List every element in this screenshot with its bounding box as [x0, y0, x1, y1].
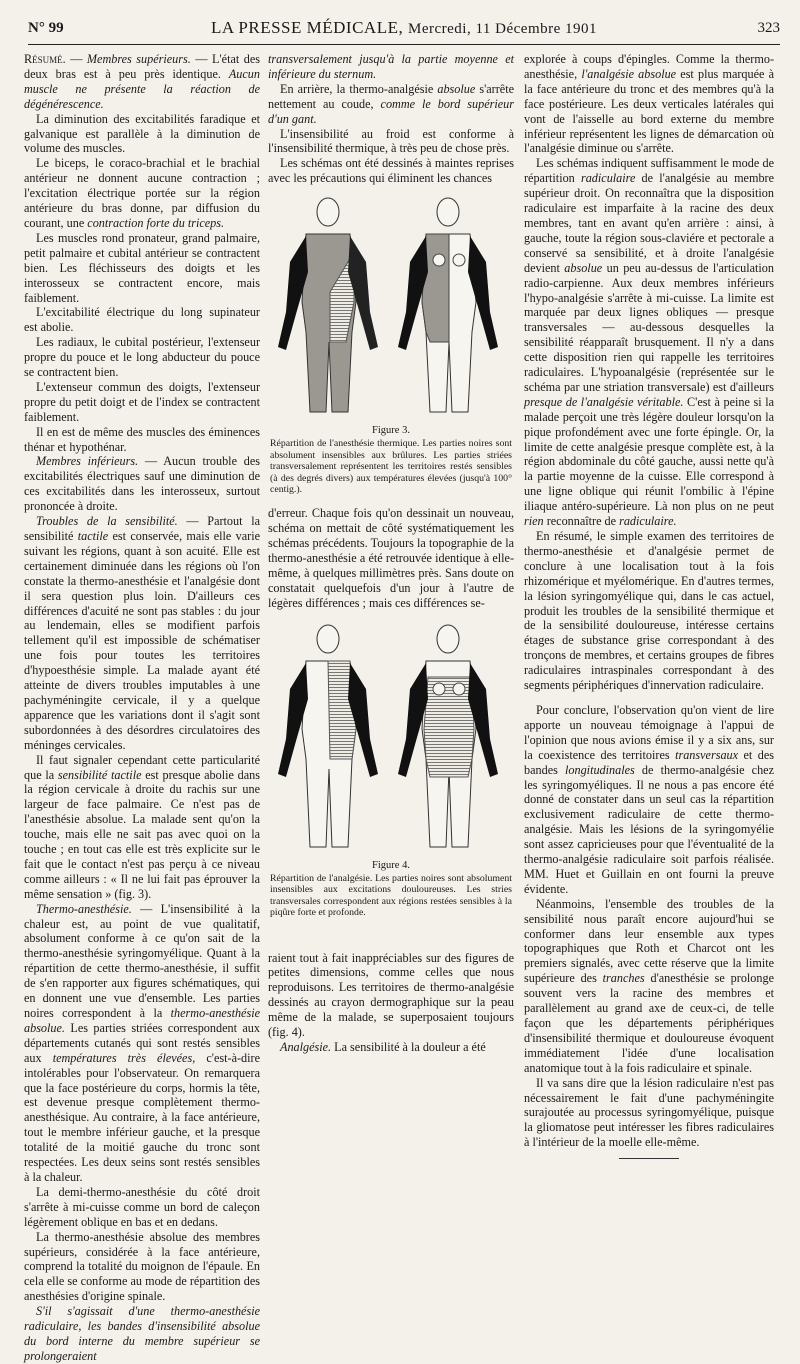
- text-run: La demi-thermo-anesthésie du côté droit s'arrête à mi-cuisse comme un bord de caleçon légèrement oblique en bas et en dedans.: [24, 1184, 260, 1229]
- italic-run: radiculaire.: [619, 514, 677, 529]
- figure-4: [268, 617, 514, 947]
- figure-4-drawing: [268, 617, 514, 857]
- text-run: — L'insensibilité à la chaleur est, au point de vue qualitatif, absolument conforme à ce qu'on sait de la thermo-anesthésie syringomyélique. Quant à la répartition de cette thermo-anesthésie, il suffit de s'en rapporter aux figures schématiques, qui en donnent une vue d'ensemble. Les parties noires correspondent à la: [24, 901, 260, 1020]
- text-run: c'est-à-dire intolérables pour l'observateur. On remarquera que la face postérieure du corps, hormis la tête, est devenue presque complètement thermo-anesthésique. Au contraire, à la face antérieure, tout le membre inférieur gauche, et la presque totalité de la moitié gauche du tronc sont respectées. Les deux seins sont restés sensibles à la chaleur.: [24, 1050, 260, 1184]
- paragraph: [524, 52, 774, 156]
- col2-bottom-text: [268, 951, 514, 1055]
- paragraph: [24, 112, 260, 157]
- italic-run: absolue: [437, 81, 476, 96]
- text-run: — Partout la sensibilité: [24, 514, 260, 543]
- text-run: — L'état des deux bras est à peu près identique.: [24, 52, 261, 81]
- journal-title: [28, 18, 780, 38]
- paragraph: [268, 52, 514, 82]
- text-run: explorée à coups d'épingles. Comme la thermo-anesthésie,: [524, 52, 774, 81]
- paragraph: [24, 305, 260, 335]
- end-rule: [619, 1158, 679, 1159]
- paragraph: [268, 156, 514, 186]
- italic-run: températures très élevées,: [52, 1050, 196, 1065]
- italic-run: absolue: [564, 260, 603, 275]
- italic-run: Thermo-anesthésie.: [36, 901, 132, 916]
- text-run: L'excitabilité électrique du long supinateur est abolie.: [24, 305, 260, 335]
- page-header: [28, 18, 780, 45]
- text-run: un peu au-dessus de l'articulation radio-carpienne. Aux deux membres inférieurs l'hypo-analgésie s'arrête à mi-cuisse. La limite est marquée par deux lignes obliques — presque transversales — au-dessous desquelles la sensibilité réapparaît brusquement. Il n'y a dans cette disposition rien qui rappelle les territoires radiculaires. L'hypoanalgésie (représentée sur le schéma par une striation transversale) est d'ailleurs: [524, 260, 774, 394]
- figure-3-drawing: [268, 192, 514, 422]
- italic-run: transversalement jusqu'à la partie moyenne et inférieure du sternum.: [268, 52, 514, 81]
- issue-number: N° 99: [28, 20, 64, 36]
- text-run: Les parties striées correspondent aux départements cutanés qui sont restés sensibles aux: [24, 1020, 260, 1065]
- text-run: est conservée, mais elle varie suivant les régions, quant à son acuité. Elle est certainement diminuée dans les régions où l'on constate la thermo-anesthésie et l'analgésie dont il sera question plus loin. D'ailleurs ces différences d'acuité ne sont pas stables : du jour au lendemain, elles se modifient parfois tellement qu'il est impossible de schématiser une fois pour toutes les territoires d'hypoesthésie simple. La malade ayant été atteinte de divers troubles imputables à une pachyméningite cervicale, il y a quelque apparence que les variations dont il s'agit sont subordonnées à des désordres circulatoires des méninges cervicales.: [24, 529, 260, 752]
- paragraph: [268, 1040, 514, 1055]
- paragraph: [524, 156, 774, 529]
- paragraph: [24, 514, 260, 753]
- paragraph: [24, 753, 260, 902]
- italic-run: tranches: [602, 971, 645, 986]
- text-run: s'arrête nettement au coude,: [268, 81, 514, 111]
- column-1: [24, 52, 261, 1363]
- paragraph: [24, 335, 260, 380]
- text-run: Le biceps, le coraco-brachial et le brachial antérieur ne donnent aucune contraction ; l'excitation électrique portée sur la région antérieure du bras donne, par diffusion du courant, une: [24, 156, 260, 230]
- italic-run: transversaux: [675, 747, 739, 762]
- figure-3-caption: Répartition de l'anesthésie thermique. Les parties noires sont absolument insensibles aux brûlures. Les parties striées transversalement représentent les territoires restés sensibles (à des degrés divers) aux températures élevées (jusqu'à 100° centig.).: [270, 438, 512, 496]
- figure-4-caption: Répartition de l'analgésie. Les parties noires sont absolument insensibles aux excitations douloureuses. Les stries transversales correspondent aux régions restées sensibles à la piqûre forte et profonde.: [270, 872, 512, 918]
- paragraph: [24, 1304, 260, 1364]
- paragraph: [24, 231, 260, 306]
- paragraph: [24, 425, 260, 455]
- paragraph: [524, 1076, 774, 1151]
- text-run: d'erreur. Chaque fois qu'on dessinait un nouveau, schéma on mettait de côté systématiquement les schémas précédents. Toujours la topographie de la thermo-anesthésie a été retrouvée identique à elle-même, à quelques millimètres près. Sans doute on constatait quelquefois d'un jour à l'autre de légères différences ; mais ces différences se-: [268, 506, 514, 610]
- italic-run: presque de l'analgésie véritable.: [524, 394, 684, 409]
- column-3: [524, 52, 775, 1150]
- text-run: Les muscles rond pronateur, grand palmaire, petit palmaire et cubital antérieur se contractent bien. Les fléchisseurs des doigts et les interosseux se contractent encore, mais faiblement.: [24, 230, 260, 305]
- page-number: 323: [757, 20, 780, 36]
- text-run: Il en est de même des muscles des éminences thénar et hypothénar.: [24, 424, 260, 454]
- text-run: Les schémas indiquent suffisamment le mode de répartition: [524, 156, 774, 186]
- col3-text: [524, 52, 774, 693]
- text-run: est presque abolie dans la région cervicale à droite du rachis sur une largeur de face palmaire. Ce n'est pas de l'anesthésie absolue. La malade sent qu'on la touche, mais elle ne sait pas avec quoi on la touche ; en tout cas elle est très explicite sur le fait que le contact n'est pas perçu à ce niveau comme ailleurs : « Il ne lui fait pas éprouver la même sensation » (fig. 3).: [24, 767, 260, 901]
- paragraph: [524, 529, 774, 693]
- figure-4-back-view: [278, 625, 378, 847]
- paragraph: [524, 703, 774, 897]
- figure-3-front-view: [398, 198, 498, 412]
- paragraph: [24, 1230, 260, 1305]
- paragraph: [268, 506, 514, 610]
- italic-run: longitudinales: [565, 762, 635, 777]
- col1-text: [24, 52, 260, 1364]
- text-run: Il va sans dire que la lésion radiculaire n'est pas nécessairement le fait d'une pachyméningite surajoutée au processus syringomyélique, puisque la gliomatose peut intéresser les fibres radiculaires à l'intérieur de la moelle elle-même.: [524, 1075, 774, 1150]
- journal-name: LA PRESSE MÉDICALE,: [210, 18, 404, 37]
- italic-run: thermo-anesthésie absolue.: [24, 1006, 260, 1035]
- text-run: d'anesthésie se prolonge souvent vers la racine des membres et parallèlement au grand axe de ceux-ci, de telle façon que les départements périphériques d'insensibilité thermique et douloureuse évoquent immédiatement l'idée d'une localisation anatomique tout à la fois radiculaire et spinale.: [524, 971, 774, 1075]
- italic-run: l'analgésie absolue: [581, 66, 677, 81]
- text-run: raient tout à fait inappréciables sur des figures de petites dimensions, comme celles que nous reproduisons. Les territoires de thermo-analgésie dessinés au crayon dermographique sur la peau même de la malade, se superposaient toujours (fig. 4).: [268, 950, 514, 1040]
- text-run: En résumé, le simple examen des territoires de thermo-anesthésie et d'analgésie permet de conclure à une localisation tout à la fois rhizomérique et myélomérique. En d'autres termes, la lésion syringomyélique qui, dans le cas actuel, produit les troubles de la sensibilité thermique et de la sensibilité douloureuse, intéresse certains étages de substance grise correspondant à des tronçons de membres, et certains groupes de fibres radiculaires intraspinales correspondant à des segments périphériques d'innervation radiculaire.: [524, 529, 774, 693]
- paragraph: [24, 380, 260, 425]
- issue-date: Mercredi, 11 Décembre 1901: [407, 21, 598, 37]
- col2-mid-text: [268, 506, 514, 610]
- text-run: Néanmoins, l'ensemble des troubles de la sensibilité nous paraît encore aujourd'hui se conformer dans leur ensemble aux types topographiques que Roth et Charcot ont les premiers signalés, avec cette réserve que la limite supérieure des: [524, 896, 774, 986]
- text-run: reconnaître de: [543, 514, 620, 529]
- paragraph: [268, 127, 514, 157]
- text-run: est plus marquée à la face antérieure du tronc et des membres qu'à la face postérieure. Les deux verticales latérales qui vont de l'aisselle au bord externe du membre inférieur représentent les lignes de démarcation où l'analgésie diminue ou s'arrête.: [524, 66, 775, 156]
- italic-run: Membres inférieurs.: [36, 454, 139, 469]
- paragraph: [24, 156, 260, 231]
- figure-4-title: Figure 4.: [372, 859, 410, 871]
- italic-run: rien: [524, 514, 544, 529]
- col3-conclusion-text: [524, 703, 774, 1150]
- italic-run: Membres supérieurs.: [86, 52, 191, 66]
- italic-run: S'il s'agissait d'une thermo-anesthésie radiculaire, les bandes d'insensibilité absolue du bord interne du membre supérieur se prolongeraient: [24, 1304, 260, 1363]
- text-run: En arrière, la thermo-analgésie: [280, 81, 438, 96]
- italic-run: radiculaire: [580, 171, 636, 186]
- column-2: [268, 52, 514, 1116]
- italic-run: sensibilité tactile: [57, 767, 142, 782]
- figure-3-title: Figure 3.: [372, 425, 410, 437]
- italic-run: Troubles de la sensibilité.: [36, 514, 178, 529]
- text-run: Pour conclure, l'observation qu'on vient de lire apporte un nouveau témoignage à l'appui de l'opinion que nous avions émise il y a six ans, sur la coexistence des territoires: [524, 702, 774, 762]
- text-run: La diminution des excitabilités faradique et galvanique est parallèle à la diminution de volume des muscles.: [24, 111, 260, 156]
- col2-top-text: [268, 52, 514, 186]
- text-run: L'extenseur commun des doigts, l'extenseur propre du petit doigt et de l'index se contractent faiblement.: [24, 379, 260, 424]
- italic-run: tactile: [77, 529, 109, 543]
- text-run: L'insensibilité au froid est conforme à l'insensibilité thermique, à très peu de chose près.: [268, 126, 514, 156]
- paragraph: [24, 454, 260, 514]
- text-run: —: [65, 52, 87, 66]
- text-run: C'est à peine si la malade perçoit une très légère douleur lorsqu'on la pique profondément avec une forte épingle. Or, la limite de cette analgésie presque complète est, à la région abdominale du côté gauche, aussi nette qu'à la partie moyenne de la cuisse. Elle correspond à une ligne oblique qui réunit l'ombilic à l'épine iliaque antéro-supérieure. Là non plus on ne peut: [524, 394, 774, 514]
- italic-run: Analgésie.: [280, 1039, 332, 1054]
- text-run: La sensibilité à la douleur a été: [331, 1039, 486, 1054]
- text-run: Il faut signaler cependant cette particularité que la: [24, 752, 260, 782]
- paragraph: [24, 52, 260, 112]
- text-run: de thermo-analgésie chez les syringomyéliques. Il ne nous a pas encore été donné de constater dans un seul cas la répartition exclusivement radiculaire de cette thermo-analgésie. Mais les lésions de la syringomyélie sont assez capricieuses pour que l'éventualité de la thermo-analgésie radiculaire soit parfois réalisée. MM. Huet et Guillain en ont fourni la preuve évidente.: [524, 762, 775, 896]
- figure-3: [268, 192, 514, 502]
- text-run: Les schémas ont été dessinés à maintes reprises avec les précautions qui éliminent les chances: [268, 156, 514, 186]
- paragraph: [24, 902, 260, 1185]
- italic-run: Aucun muscle ne présente la réaction de dégénérescence.: [24, 66, 260, 111]
- text-run: La thermo-anesthésie absolue des membres supérieurs, considérée à la face antérieure, comprend la totalité du moignon de l'épaule. En cela elle se conforme au mode de répartition des anesthésies d'origine spinale.: [24, 1229, 260, 1304]
- paragraph: [268, 951, 514, 1040]
- paragraph: [24, 1185, 260, 1230]
- text-run: — Aucun trouble des excitabilités électriques sauf une diminution de ces excitabilités dans les interosseux, surtout prononcée à droite.: [24, 454, 260, 514]
- italic-run: contraction forte du triceps.: [87, 215, 225, 230]
- text-run: Les radiaux, le cubital postérieur, l'extenseur propre du pouce et le long abducteur du pouce se contractent bien.: [24, 335, 260, 380]
- text-run: et des bandes: [524, 747, 774, 777]
- italic-run: comme le bord supérieur d'un gant.: [268, 96, 514, 126]
- text-run: de l'analgésie au membre supérieur droit. On reconnaîtra que la disposition radiculaire est imparfaite à la racine des deux membres, tant en avant qu'en arrière : ainsi, à gauche, toute la région sous-claviére et pectorale a conservé sa sensibilité, et à droite l'analgésie devient: [524, 171, 775, 275]
- paragraph: [268, 82, 514, 127]
- figure-3-back-view: [278, 198, 378, 412]
- figure-4-front-view: [398, 625, 498, 847]
- small-caps-run: Résumé.: [24, 52, 66, 66]
- paragraph: [524, 897, 774, 1076]
